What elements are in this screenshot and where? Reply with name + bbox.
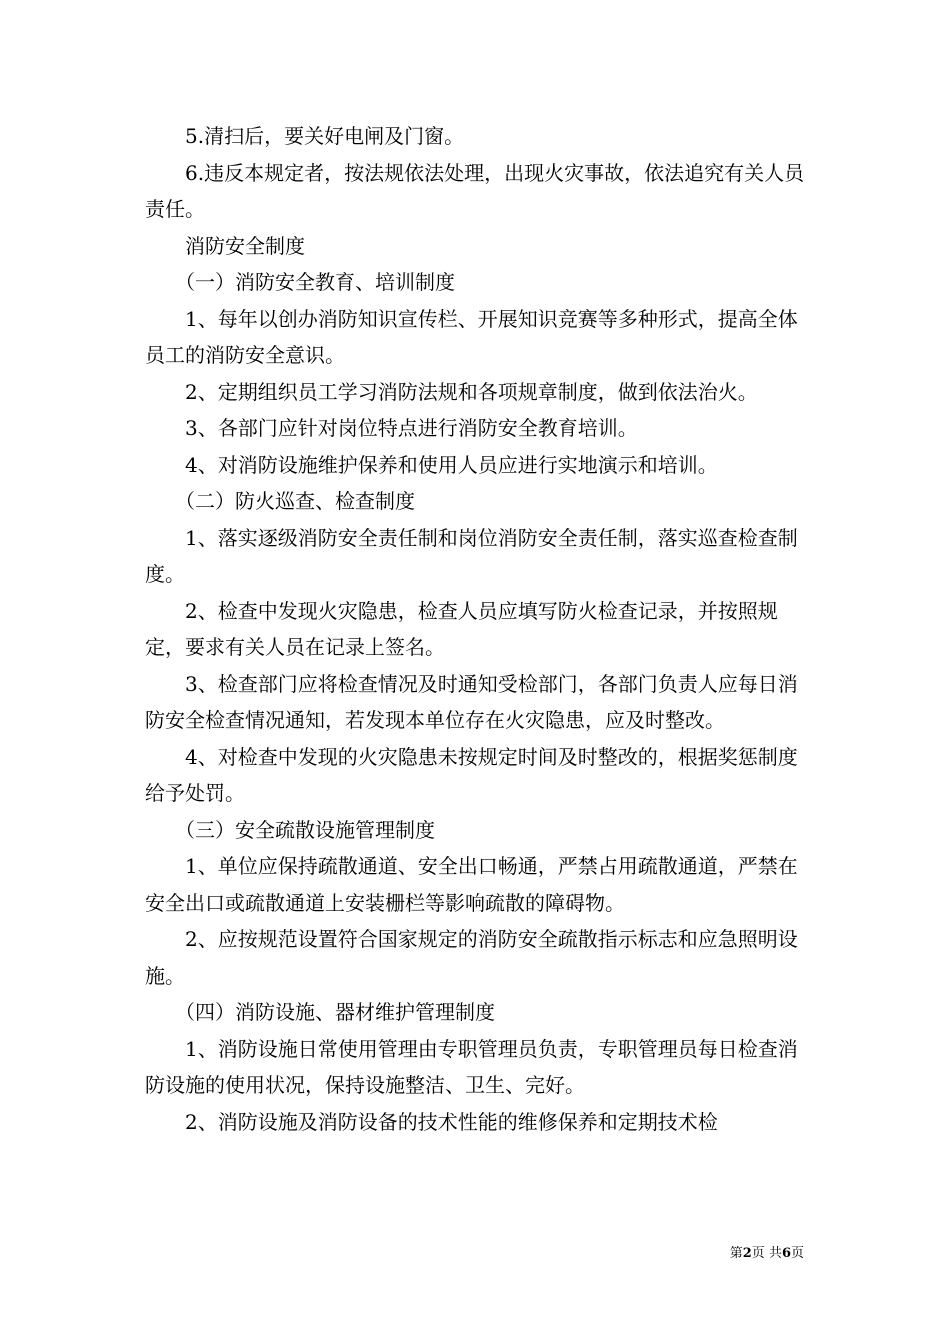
subsection-heading-1: （一）消防安全教育、培训制度 <box>175 270 455 294</box>
paragraph-1: 5.清扫后，要关好电闸及门窗。 <box>185 124 465 148</box>
total-pages-number: 6 <box>781 1246 791 1261</box>
subsection-heading-2: （二）防火巡查、检查制度 <box>175 489 415 513</box>
current-page-number: 2 <box>742 1246 752 1261</box>
paragraph-19: 2、消防设施及消防设备的技术性能的维修保养和定期技术检 <box>185 1109 718 1134</box>
footer-suffix: 页 <box>790 1246 804 1261</box>
paragraph-16: 2、应按规范设置符合国家规定的消防安全疏散指示标志和应急照明设施。 <box>145 927 798 988</box>
page-footer <box>730 1246 804 1262</box>
footer-prefix: 第 <box>729 1246 743 1261</box>
document-body <box>145 118 805 1140</box>
footer-middle: 页 共 <box>751 1246 782 1261</box>
paragraph-13: 4、对检查中发现的火灾隐患未按规定时间及时整改的，根据奖惩制度给予处罚。 <box>145 744 798 805</box>
subsection-heading-4: （四）消防设施、器材维护管理制度 <box>175 1000 495 1024</box>
paragraph-8: 4、对消防设施维护保养和使用人员应进行实地演示和培训。 <box>185 452 718 477</box>
paragraph-11: 2、检查中发现火灾隐患，检查人员应填写防火检查记录，并按照规定，要求有关人员在记录上签名。 <box>145 598 778 659</box>
paragraph-12: 3、检查部门应将检查情况及时通知受检部门，各部门负责人应每日消防安全检查情况通知，若发现本单位存在火灾隐患，应及时整改。 <box>145 671 798 732</box>
paragraph-10: 1、落实逐级消防安全责任制和岗位消防安全责任制，落实巡查检查制度。 <box>145 525 798 586</box>
subsection-heading-3: （三）安全疏散设施管理制度 <box>175 817 435 842</box>
paragraph-5: 1、每年以创办消防知识宣传栏、开展知识竞赛等多种形式，提高全体员工的消防安全意识。 <box>145 306 798 367</box>
paragraph-2: 6.违反本规定者，按法规依法处理，出现火灾事故，依法追究有关人员责任。 <box>145 160 805 221</box>
paragraph-18: 1、消防设施日常使用管理由专职管理员负责，专职管理员每日检查消防设施的使用状况，保持设施整洁、卫生、完好。 <box>145 1036 798 1097</box>
paragraph-7: 3、各部门应针对岗位特点进行消防安全教育培训。 <box>185 416 638 440</box>
section-title: 消防安全制度 <box>185 233 305 258</box>
paragraph-15: 1、单位应保持疏散通道、安全出口畅通，严禁占用疏散通道，严禁在安全出口或疏散通道上安装栅栏等影响疏散的障碍物。 <box>145 854 798 915</box>
paragraph-6: 2、定期组织员工学习消防法规和各项规章制度，做到依法治火。 <box>185 379 758 404</box>
